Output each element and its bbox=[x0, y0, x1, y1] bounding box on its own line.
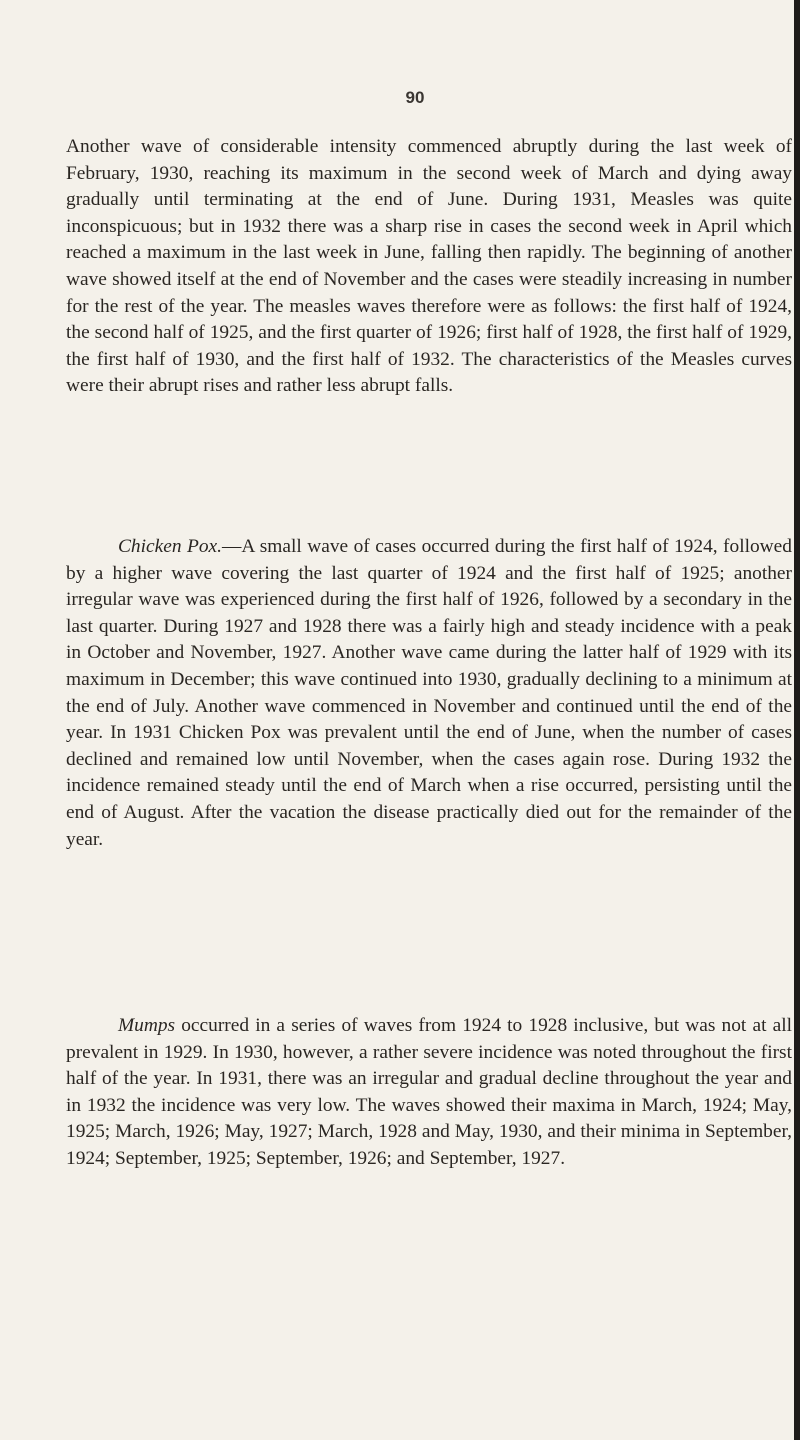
paragraph-measles bbox=[66, 134, 792, 400]
paragraph-mumps bbox=[66, 1013, 792, 1173]
paragraph-chicken-pox bbox=[66, 534, 792, 853]
page-edge-shadow bbox=[794, 0, 800, 1440]
paragraph-body bbox=[66, 1013, 792, 1173]
paragraph-lead: Mumps bbox=[118, 1015, 176, 1036]
paragraph-text: —A small wave of cases occurred during the first half of 1924, followed by a higher wave covering the last quarter of 1924 and the first half of 1925; another irregular wave was experienced during the first half of 1926, followed by a secondary in the last quarter. During 1927 and 1928 there was a fairly high and steady incidence with a peak in October and November, 1927. Another wave came during the latter half of 1929 with its maximum in December; this wave continued into 1930, gradually declining to a minimum at the end of July. Another wave commenced in November and continued until the end of the year. In 1931 Chicken Pox was prevalent until the end of June, when the number of cases declined and remained low until November, when the cases again rose. During 1932 the incidence remained steady until the end of March when a rise occurred, persisting until the end of August. After the vacation the disease practically died out for the remainder of the year. bbox=[66, 536, 792, 850]
page-number: 90 bbox=[405, 88, 425, 107]
paragraph-text: Another wave of considerable intensity commenced abruptly during the last week of February, 1930, reaching its maximum in the second week of March and dying away gradually until terminating at the end of June. During 1931, Measles was quite inconspicuous; but in 1932 there was a sharp rise in cases the second week in April which reached a maximum in the last week in June, falling then rapidly. The beginning of another wave showed itself at the end of November and the cases were steadily increasing in number for the rest of the year. The measles waves therefore were as follows: the first half of 1924, the second half of 1925, and the first quarter of 1926; first half of 1928, the first half of 1929, the first half of 1930, and the first half of 1932. The characteristics of the Measles curves were their abrupt rises and rather less abrupt falls. bbox=[66, 136, 792, 397]
paragraph-body bbox=[66, 534, 792, 853]
paragraph-text: occurred in a series of waves from 1924 to 1928 inclusive, but was not at all prevalent in 1929. In 1930, however, a rather severe incidence was noted throughout the first half of the year. In 1931, there was an irregular and gradual decline throughout the year and in 1932 the incidence was very low. The waves showed their maxima in March, 1924; May, 1925; March, 1926; May, 1927; March, 1928 and May, 1930, and their minima in September, 1924; September, 1925; September, 1926; and September, 1927. bbox=[66, 1015, 792, 1169]
paragraph-lead: Chicken Pox. bbox=[118, 536, 222, 557]
